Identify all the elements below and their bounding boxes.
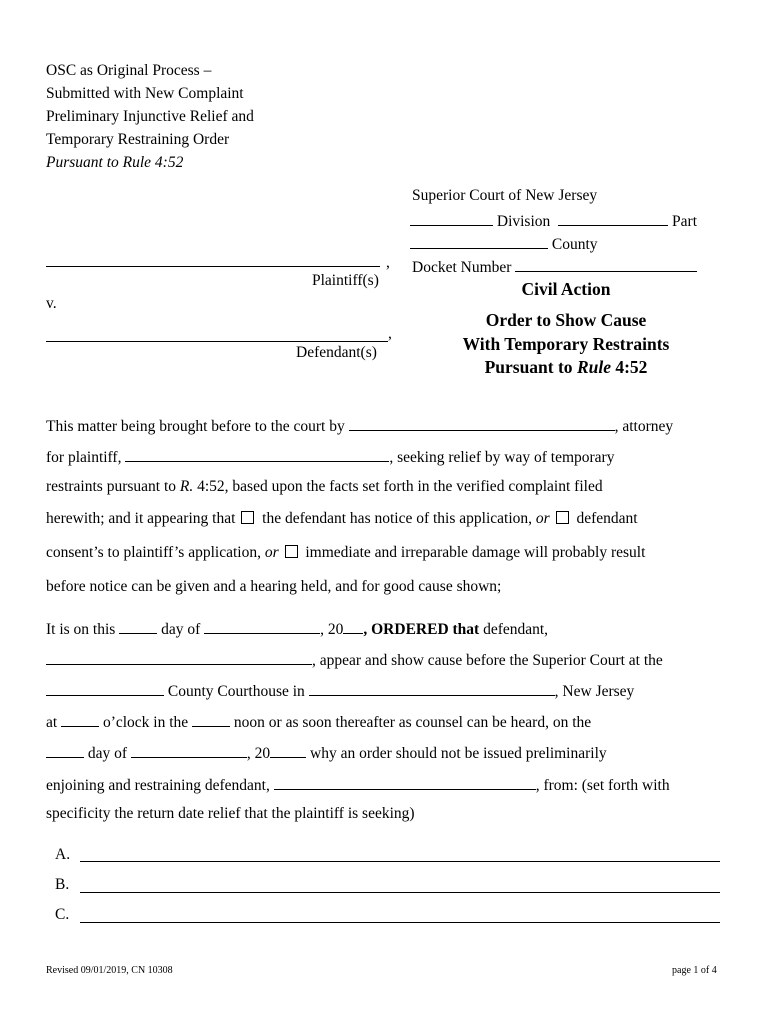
order-line-5 xyxy=(46,743,607,762)
return-month-blank[interactable] xyxy=(131,743,247,758)
text: R. xyxy=(179,478,194,495)
title-rule-number: 4:52 xyxy=(615,357,648,377)
text: This matter being brought before to the court by xyxy=(46,418,345,435)
text: 4:52, based upon the facts set forth in the verified complaint filed xyxy=(197,478,603,495)
text: o’clock in the xyxy=(102,714,189,731)
order-title-line-2: With Temporary Restraints xyxy=(462,334,670,354)
part-blank[interactable] xyxy=(558,211,668,226)
text: defendant, xyxy=(483,621,549,638)
month-blank[interactable] xyxy=(204,619,320,634)
order-line-2 xyxy=(46,650,663,669)
list-item-b-line[interactable] xyxy=(80,892,720,893)
docket-label: Docket Number xyxy=(412,259,512,276)
ordered-text: , ORDERED that xyxy=(363,621,480,638)
list-item-c-line[interactable] xyxy=(80,922,720,923)
plaintiff-comma: , xyxy=(386,254,390,271)
court-docket-row xyxy=(412,257,697,276)
body-line-6: before notice can be given and a hearing held, and for good cause shown; xyxy=(46,578,502,595)
defendant-label: Defendant(s) xyxy=(296,344,377,361)
text: , from: (set forth with xyxy=(535,777,670,794)
courthouse-county-blank[interactable] xyxy=(46,681,164,696)
court-name: Superior Court of New Jersey xyxy=(412,187,598,204)
order-line-4 xyxy=(46,712,591,731)
division-label: Division xyxy=(496,213,551,230)
order-title-line-3 xyxy=(421,359,711,377)
hour-blank[interactable] xyxy=(61,712,99,727)
text: or xyxy=(264,544,279,561)
text: County Courthouse in xyxy=(167,683,305,700)
court-county-row xyxy=(410,234,598,253)
text: , seeking relief by way of temporary xyxy=(389,449,615,466)
header-line-3: Preliminary Injunctive Relief and xyxy=(46,108,254,125)
list-item-a-line[interactable] xyxy=(80,861,720,862)
return-year-blank[interactable] xyxy=(270,743,306,758)
header-line-4: Temporary Restraining Order xyxy=(46,131,230,148)
county-blank[interactable] xyxy=(410,234,548,249)
list-item-b-label: B. xyxy=(55,876,70,893)
footer-page-number: page 1 of 4 xyxy=(672,965,717,976)
text: the defendant has notice of this application, xyxy=(262,510,533,527)
body-line-1 xyxy=(46,416,673,435)
civil-action-title: Civil Action xyxy=(521,279,611,299)
year-blank[interactable] xyxy=(343,619,363,634)
court-division-row xyxy=(410,211,697,230)
text: enjoining and restraining defendant, xyxy=(46,777,270,794)
text: herewith; and it appearing that xyxy=(46,510,236,527)
text: noon or as soon thereafter as counsel can be heard, on the xyxy=(233,714,592,731)
noon-blank[interactable] xyxy=(192,712,230,727)
text: , appear and show cause before the Superior Court at the xyxy=(312,652,663,669)
text: , attorney xyxy=(614,418,674,435)
body-line-4 xyxy=(46,511,638,527)
body-line-3 xyxy=(46,479,603,495)
text: , 20 xyxy=(246,745,271,762)
header-line-2: Submitted with New Complaint xyxy=(46,85,244,102)
header-line-1: OSC as Original Process – xyxy=(46,62,212,79)
list-item-c-label: C. xyxy=(55,906,70,923)
courthouse-city-blank[interactable] xyxy=(309,681,555,696)
day-blank[interactable] xyxy=(119,619,157,634)
plaintiff-blank[interactable] xyxy=(125,447,389,462)
text: or xyxy=(535,510,550,527)
division-blank[interactable] xyxy=(410,211,493,226)
text: defendant xyxy=(576,510,638,527)
restrained-defendant-blank[interactable] xyxy=(274,775,536,790)
text: why an order should not be issued preliminarily xyxy=(310,745,607,762)
text: , New Jersey xyxy=(554,683,635,700)
title-pursuant: Pursuant to xyxy=(484,357,573,377)
defendant-comma: , xyxy=(388,325,392,342)
list-item-a-label: A. xyxy=(55,846,71,863)
attorney-blank[interactable] xyxy=(349,416,615,431)
plaintiff-name-line[interactable] xyxy=(46,266,380,267)
order-line-3 xyxy=(46,681,634,700)
title-rule: Rule xyxy=(576,357,611,377)
order-line-7: specificity the return date relief that the plaintiff is seeking) xyxy=(46,805,415,822)
text: immediate and irreparable damage will probably result xyxy=(305,544,646,561)
body-line-5 xyxy=(46,545,645,561)
county-label: County xyxy=(551,236,598,253)
docket-blank[interactable] xyxy=(515,257,697,272)
defendant-blank[interactable] xyxy=(46,650,312,665)
text: day of xyxy=(87,745,128,762)
order-line-6 xyxy=(46,775,670,794)
plaintiff-label: Plaintiff(s) xyxy=(312,272,379,289)
text: , 20 xyxy=(320,621,344,638)
return-day-blank[interactable] xyxy=(46,743,84,758)
defendant-name-line[interactable] xyxy=(46,341,388,342)
footer-revised: Revised 09/01/2019, CN 10308 xyxy=(46,965,173,976)
consent-checkbox[interactable] xyxy=(556,511,569,524)
text: consent’s to plaintiff’s application, xyxy=(46,544,261,561)
text: day of xyxy=(161,621,201,638)
part-label: Part xyxy=(672,213,697,230)
text: for plaintiff, xyxy=(46,449,122,466)
versus-label: v. xyxy=(46,295,57,312)
header-line-5: Pursuant to Rule 4:52 xyxy=(46,154,184,171)
damage-checkbox[interactable] xyxy=(285,545,298,558)
body-line-2 xyxy=(46,447,614,466)
text: restraints pursuant to xyxy=(46,478,177,495)
order-title-line-1: Order to Show Cause xyxy=(485,310,647,330)
order-line-1 xyxy=(46,619,548,638)
notice-checkbox[interactable] xyxy=(241,511,254,524)
text: at xyxy=(46,714,58,731)
text: It is on this xyxy=(46,621,116,638)
